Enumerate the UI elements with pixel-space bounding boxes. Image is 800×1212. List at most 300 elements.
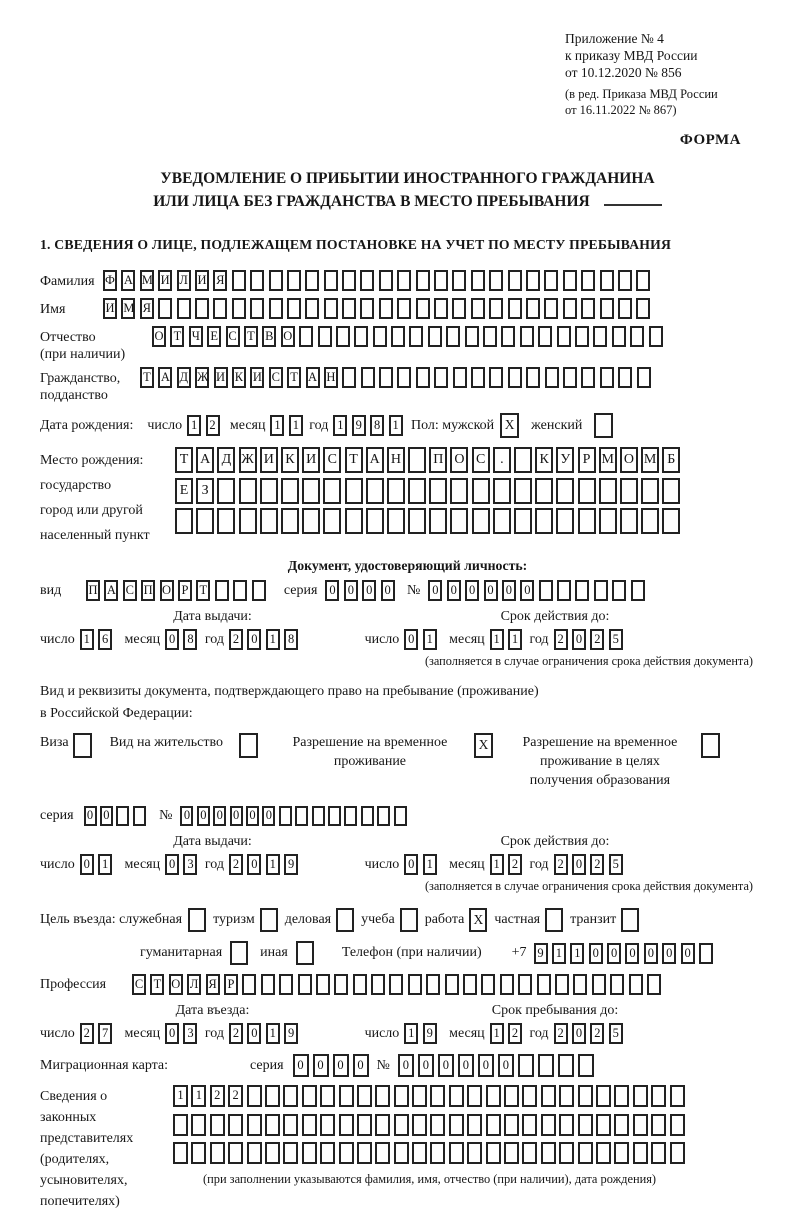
form-cell[interactable] — [471, 367, 485, 388]
form-cell[interactable] — [670, 1114, 685, 1136]
form-cell[interactable]: 0 — [498, 1054, 514, 1077]
form-cell[interactable] — [320, 1142, 335, 1164]
form-cell[interactable]: 1 — [423, 629, 437, 650]
form-cell[interactable] — [563, 270, 577, 291]
form-cell[interactable] — [557, 326, 571, 347]
form-cell[interactable] — [452, 270, 466, 291]
form-cell[interactable]: 0 — [247, 854, 261, 875]
form-cell[interactable]: 2 — [554, 629, 568, 650]
form-cell[interactable]: 0 — [428, 580, 442, 601]
form-cell[interactable] — [467, 1142, 482, 1164]
form-cell[interactable] — [342, 270, 356, 291]
form-cell[interactable] — [242, 974, 256, 995]
form-cell[interactable] — [614, 1114, 629, 1136]
form-cell[interactable] — [493, 478, 511, 504]
form-cell[interactable] — [336, 326, 350, 347]
form-cell[interactable] — [353, 974, 367, 995]
purpose-study-checkbox[interactable] — [400, 908, 418, 932]
form-cell[interactable] — [426, 974, 440, 995]
form-cell[interactable] — [210, 1142, 225, 1164]
form-cell[interactable] — [196, 508, 214, 534]
form-cell[interactable] — [541, 1085, 556, 1107]
form-cell[interactable] — [514, 508, 532, 534]
form-cell[interactable] — [563, 298, 577, 319]
form-cell[interactable]: Е — [207, 326, 221, 347]
form-cell[interactable]: Б — [662, 447, 680, 473]
form-cell[interactable]: Р — [178, 580, 192, 601]
form-cell[interactable] — [287, 270, 301, 291]
form-cell[interactable]: Н — [387, 447, 405, 473]
form-cell[interactable]: 0 — [520, 580, 534, 601]
form-cell[interactable]: Р — [578, 447, 596, 473]
form-cell[interactable] — [361, 806, 374, 826]
form-cell[interactable] — [558, 1054, 574, 1077]
form-cell[interactable]: И — [250, 367, 264, 388]
form-cell[interactable]: 0 — [333, 1054, 349, 1077]
form-cell[interactable]: З — [196, 478, 214, 504]
form-cell[interactable]: 0 — [180, 806, 193, 826]
form-cell[interactable] — [472, 508, 490, 534]
form-cell[interactable] — [446, 326, 460, 347]
form-cell[interactable]: С — [472, 447, 490, 473]
form-cell[interactable] — [544, 270, 558, 291]
form-cell[interactable] — [633, 1114, 648, 1136]
form-cell[interactable]: 0 — [84, 806, 97, 826]
form-cell[interactable]: 5 — [609, 854, 623, 875]
form-cell[interactable]: С — [226, 326, 240, 347]
form-cell[interactable]: О — [620, 447, 638, 473]
form-cell[interactable]: 0 — [681, 943, 695, 964]
form-cell[interactable] — [620, 478, 638, 504]
form-cell[interactable] — [559, 1085, 574, 1107]
form-cell[interactable] — [250, 270, 264, 291]
form-cell[interactable] — [361, 367, 375, 388]
form-cell[interactable] — [345, 508, 363, 534]
form-cell[interactable]: 0 — [362, 580, 376, 601]
form-cell[interactable] — [412, 1085, 427, 1107]
purpose-official-checkbox[interactable] — [188, 908, 206, 932]
form-cell[interactable]: 0 — [644, 943, 658, 964]
form-cell[interactable] — [600, 298, 614, 319]
form-cell[interactable]: А — [196, 447, 214, 473]
form-cell[interactable] — [467, 1114, 482, 1136]
form-cell[interactable] — [651, 1085, 666, 1107]
form-cell[interactable]: 1 — [389, 415, 403, 436]
form-cell[interactable]: М — [121, 298, 135, 319]
form-cell[interactable]: 0 — [662, 943, 676, 964]
form-cell[interactable] — [518, 1054, 534, 1077]
form-cell[interactable] — [526, 270, 540, 291]
form-cell[interactable] — [670, 1085, 685, 1107]
form-cell[interactable]: А — [158, 367, 172, 388]
form-cell[interactable]: У — [556, 447, 574, 473]
visa-checkbox[interactable] — [73, 733, 92, 758]
form-cell[interactable] — [481, 974, 495, 995]
form-cell[interactable]: С — [123, 580, 137, 601]
form-cell[interactable] — [651, 1142, 666, 1164]
form-cell[interactable] — [489, 270, 503, 291]
form-cell[interactable] — [339, 1085, 354, 1107]
form-cell[interactable] — [265, 1085, 280, 1107]
form-cell[interactable]: 1 — [289, 415, 303, 436]
form-cell[interactable]: 0 — [404, 629, 418, 650]
form-cell[interactable] — [631, 580, 645, 601]
form-cell[interactable] — [379, 270, 393, 291]
form-cell[interactable] — [394, 1085, 409, 1107]
form-cell[interactable] — [452, 298, 466, 319]
form-cell[interactable] — [578, 1085, 593, 1107]
purpose-other-checkbox[interactable] — [296, 941, 314, 965]
form-cell[interactable]: 3 — [183, 854, 197, 875]
form-cell[interactable] — [324, 298, 338, 319]
form-cell[interactable]: 0 — [247, 1023, 261, 1044]
form-cell[interactable] — [428, 326, 442, 347]
form-cell[interactable]: 9 — [352, 415, 366, 436]
form-cell[interactable]: 0 — [293, 1054, 309, 1077]
form-cell[interactable]: 0 — [404, 854, 418, 875]
form-cell[interactable] — [269, 298, 283, 319]
form-cell[interactable]: Т — [196, 580, 210, 601]
form-cell[interactable] — [610, 974, 624, 995]
form-cell[interactable] — [191, 1142, 206, 1164]
form-cell[interactable] — [522, 1142, 537, 1164]
form-cell[interactable] — [416, 298, 430, 319]
form-cell[interactable] — [520, 326, 534, 347]
form-cell[interactable] — [213, 298, 227, 319]
form-cell[interactable] — [557, 580, 571, 601]
form-cell[interactable] — [614, 1142, 629, 1164]
form-cell[interactable]: Ч — [189, 326, 203, 347]
form-cell[interactable] — [556, 508, 574, 534]
form-cell[interactable]: О — [281, 326, 295, 347]
form-cell[interactable] — [501, 326, 515, 347]
form-cell[interactable] — [514, 478, 532, 504]
form-cell[interactable] — [416, 270, 430, 291]
form-cell[interactable] — [537, 974, 551, 995]
form-cell[interactable] — [618, 298, 632, 319]
form-cell[interactable] — [260, 478, 278, 504]
form-cell[interactable]: Л — [187, 974, 201, 995]
form-cell[interactable]: 1 — [270, 415, 284, 436]
form-cell[interactable]: 0 — [572, 629, 586, 650]
form-cell[interactable] — [662, 508, 680, 534]
form-cell[interactable] — [430, 1085, 445, 1107]
form-cell[interactable] — [279, 974, 293, 995]
form-cell[interactable]: Т — [244, 326, 258, 347]
form-cell[interactable] — [578, 508, 596, 534]
form-cell[interactable] — [397, 367, 411, 388]
form-cell[interactable]: 1 — [552, 943, 566, 964]
form-cell[interactable]: 2 — [80, 1023, 94, 1044]
form-cell[interactable] — [489, 298, 503, 319]
form-cell[interactable]: К — [232, 367, 246, 388]
form-cell[interactable] — [430, 1142, 445, 1164]
form-cell[interactable]: 1 — [490, 1023, 504, 1044]
form-cell[interactable] — [593, 326, 607, 347]
form-cell[interactable] — [526, 367, 540, 388]
form-cell[interactable]: 0 — [100, 806, 113, 826]
form-cell[interactable] — [416, 367, 430, 388]
form-cell[interactable] — [232, 298, 246, 319]
form-cell[interactable] — [324, 270, 338, 291]
form-cell[interactable] — [412, 1114, 427, 1136]
form-cell[interactable] — [535, 478, 553, 504]
form-cell[interactable] — [573, 974, 587, 995]
form-cell[interactable] — [600, 367, 614, 388]
form-cell[interactable] — [323, 478, 341, 504]
form-cell[interactable]: 1 — [173, 1085, 188, 1107]
form-cell[interactable] — [493, 508, 511, 534]
form-cell[interactable] — [647, 974, 661, 995]
form-cell[interactable]: 2 — [206, 415, 220, 436]
form-cell[interactable] — [133, 806, 146, 826]
form-cell[interactable]: 2 — [508, 854, 522, 875]
form-cell[interactable] — [281, 478, 299, 504]
form-cell[interactable]: 0 — [165, 1023, 179, 1044]
form-cell[interactable] — [375, 1142, 390, 1164]
purpose-tourism-checkbox[interactable] — [260, 908, 278, 932]
form-cell[interactable] — [334, 974, 348, 995]
form-cell[interactable] — [620, 508, 638, 534]
form-cell[interactable]: М — [140, 270, 154, 291]
form-cell[interactable] — [287, 298, 301, 319]
form-cell[interactable] — [508, 270, 522, 291]
form-cell[interactable]: 1 — [80, 629, 94, 650]
form-cell[interactable]: 1 — [404, 1023, 418, 1044]
form-cell[interactable] — [637, 367, 651, 388]
form-cell[interactable] — [434, 298, 448, 319]
form-cell[interactable] — [596, 1114, 611, 1136]
form-cell[interactable] — [312, 806, 325, 826]
form-cell[interactable] — [486, 1114, 501, 1136]
form-cell[interactable]: И — [103, 298, 117, 319]
form-cell[interactable] — [215, 580, 229, 601]
form-cell[interactable]: 0 — [438, 1054, 454, 1077]
form-cell[interactable]: 5 — [609, 1023, 623, 1044]
form-cell[interactable]: 6 — [98, 629, 112, 650]
form-cell[interactable] — [596, 1142, 611, 1164]
sex-male-checkbox[interactable]: X — [500, 413, 519, 438]
form-cell[interactable]: А — [121, 270, 135, 291]
form-cell[interactable] — [177, 298, 191, 319]
form-cell[interactable]: Ф — [103, 270, 117, 291]
form-cell[interactable]: Ж — [195, 367, 209, 388]
form-cell[interactable] — [594, 580, 608, 601]
form-cell[interactable]: 0 — [625, 943, 639, 964]
form-cell[interactable] — [281, 508, 299, 534]
form-cell[interactable]: 0 — [230, 806, 243, 826]
form-cell[interactable] — [450, 508, 468, 534]
form-cell[interactable]: 0 — [381, 580, 395, 601]
form-cell[interactable] — [247, 1142, 262, 1164]
form-cell[interactable] — [430, 1114, 445, 1136]
form-cell[interactable]: Е — [175, 478, 193, 504]
form-cell[interactable] — [375, 1085, 390, 1107]
form-cell[interactable]: 0 — [572, 1023, 586, 1044]
form-cell[interactable] — [328, 806, 341, 826]
form-cell[interactable] — [173, 1142, 188, 1164]
form-cell[interactable]: Д — [217, 447, 235, 473]
form-cell[interactable] — [599, 508, 617, 534]
form-cell[interactable]: И — [195, 270, 209, 291]
form-cell[interactable] — [612, 326, 626, 347]
form-cell[interactable]: 9 — [284, 1023, 298, 1044]
form-cell[interactable] — [391, 326, 405, 347]
form-cell[interactable]: 2 — [229, 1023, 243, 1044]
form-cell[interactable]: К — [281, 447, 299, 473]
form-cell[interactable] — [578, 1054, 594, 1077]
form-cell[interactable]: 1 — [98, 854, 112, 875]
form-cell[interactable] — [323, 508, 341, 534]
form-cell[interactable]: Ж — [239, 447, 257, 473]
form-cell[interactable]: 2 — [554, 854, 568, 875]
form-cell[interactable]: И — [214, 367, 228, 388]
form-cell[interactable] — [633, 1142, 648, 1164]
form-cell[interactable]: А — [306, 367, 320, 388]
form-cell[interactable] — [116, 806, 129, 826]
form-cell[interactable] — [299, 326, 313, 347]
form-cell[interactable] — [504, 1114, 519, 1136]
form-cell[interactable]: О — [169, 974, 183, 995]
form-cell[interactable]: 8 — [284, 629, 298, 650]
form-cell[interactable] — [526, 298, 540, 319]
form-cell[interactable] — [471, 298, 485, 319]
form-cell[interactable]: 8 — [370, 415, 384, 436]
form-cell[interactable] — [463, 974, 477, 995]
form-cell[interactable] — [535, 508, 553, 534]
form-cell[interactable]: К — [535, 447, 553, 473]
form-cell[interactable] — [450, 478, 468, 504]
form-cell[interactable] — [578, 1114, 593, 1136]
form-cell[interactable] — [651, 1114, 666, 1136]
form-cell[interactable] — [239, 508, 257, 534]
form-cell[interactable] — [232, 270, 246, 291]
form-cell[interactable]: 0 — [398, 1054, 414, 1077]
form-cell[interactable]: 1 — [490, 629, 504, 650]
form-cell[interactable]: 9 — [284, 854, 298, 875]
form-cell[interactable]: 0 — [197, 806, 210, 826]
form-cell[interactable] — [522, 1085, 537, 1107]
form-cell[interactable] — [366, 478, 384, 504]
form-cell[interactable] — [449, 1142, 464, 1164]
form-cell[interactable]: 0 — [418, 1054, 434, 1077]
form-cell[interactable] — [387, 508, 405, 534]
form-cell[interactable] — [483, 326, 497, 347]
form-cell[interactable]: 0 — [572, 854, 586, 875]
form-cell[interactable]: 2 — [590, 629, 604, 650]
form-cell[interactable]: В — [262, 326, 276, 347]
form-cell[interactable]: 1 — [508, 629, 522, 650]
form-cell[interactable] — [612, 580, 626, 601]
form-cell[interactable] — [563, 367, 577, 388]
form-cell[interactable]: 0 — [325, 580, 339, 601]
form-cell[interactable] — [298, 974, 312, 995]
form-cell[interactable] — [538, 326, 552, 347]
form-cell[interactable] — [195, 298, 209, 319]
form-cell[interactable]: Т — [345, 447, 363, 473]
form-cell[interactable]: П — [429, 447, 447, 473]
form-cell[interactable] — [394, 1142, 409, 1164]
form-cell[interactable] — [261, 974, 275, 995]
form-cell[interactable]: 0 — [213, 806, 226, 826]
form-cell[interactable]: 0 — [458, 1054, 474, 1077]
form-cell[interactable]: 1 — [266, 854, 280, 875]
form-cell[interactable]: 0 — [344, 580, 358, 601]
form-cell[interactable]: 0 — [313, 1054, 329, 1077]
form-cell[interactable] — [545, 367, 559, 388]
form-cell[interactable] — [559, 1114, 574, 1136]
form-cell[interactable] — [467, 1085, 482, 1107]
form-cell[interactable]: 2 — [229, 854, 243, 875]
form-cell[interactable] — [360, 270, 374, 291]
form-cell[interactable] — [360, 298, 374, 319]
form-cell[interactable] — [409, 326, 423, 347]
form-cell[interactable]: 1 — [490, 854, 504, 875]
form-cell[interactable]: 2 — [210, 1085, 225, 1107]
form-cell[interactable] — [486, 1142, 501, 1164]
form-cell[interactable] — [375, 1114, 390, 1136]
form-cell[interactable] — [320, 1114, 335, 1136]
form-cell[interactable] — [305, 270, 319, 291]
form-cell[interactable] — [486, 1085, 501, 1107]
form-cell[interactable]: 0 — [262, 806, 275, 826]
title-blank-underline[interactable] — [604, 194, 662, 206]
form-cell[interactable] — [465, 326, 479, 347]
form-cell[interactable] — [636, 270, 650, 291]
form-cell[interactable]: . — [493, 447, 511, 473]
form-cell[interactable] — [247, 1085, 262, 1107]
form-cell[interactable] — [629, 974, 643, 995]
form-cell[interactable] — [228, 1142, 243, 1164]
form-cell[interactable] — [394, 806, 407, 826]
form-cell[interactable]: 0 — [502, 580, 516, 601]
form-cell[interactable]: П — [141, 580, 155, 601]
form-cell[interactable] — [599, 478, 617, 504]
form-cell[interactable]: 5 — [609, 629, 623, 650]
form-cell[interactable] — [233, 580, 247, 601]
form-cell[interactable] — [453, 367, 467, 388]
form-cell[interactable] — [518, 974, 532, 995]
form-cell[interactable] — [279, 806, 292, 826]
form-cell[interactable] — [618, 270, 632, 291]
form-cell[interactable] — [302, 1142, 317, 1164]
purpose-private-checkbox[interactable] — [545, 908, 563, 932]
form-cell[interactable]: И — [158, 270, 172, 291]
form-cell[interactable]: 0 — [484, 580, 498, 601]
form-cell[interactable] — [260, 508, 278, 534]
form-cell[interactable] — [318, 326, 332, 347]
form-cell[interactable] — [662, 478, 680, 504]
form-cell[interactable]: 9 — [423, 1023, 437, 1044]
form-cell[interactable] — [228, 1114, 243, 1136]
form-cell[interactable]: Я — [140, 298, 154, 319]
form-cell[interactable] — [600, 270, 614, 291]
form-cell[interactable] — [489, 367, 503, 388]
form-cell[interactable] — [344, 806, 357, 826]
form-cell[interactable] — [649, 326, 663, 347]
form-cell[interactable]: Т — [140, 367, 154, 388]
form-cell[interactable] — [471, 270, 485, 291]
form-cell[interactable]: 0 — [607, 943, 621, 964]
form-cell[interactable] — [283, 1142, 298, 1164]
form-cell[interactable]: 0 — [165, 629, 179, 650]
form-cell[interactable] — [158, 298, 172, 319]
form-cell[interactable] — [302, 1085, 317, 1107]
form-cell[interactable] — [339, 1114, 354, 1136]
form-cell[interactable] — [636, 298, 650, 319]
form-cell[interactable] — [434, 270, 448, 291]
form-cell[interactable]: О — [152, 326, 166, 347]
